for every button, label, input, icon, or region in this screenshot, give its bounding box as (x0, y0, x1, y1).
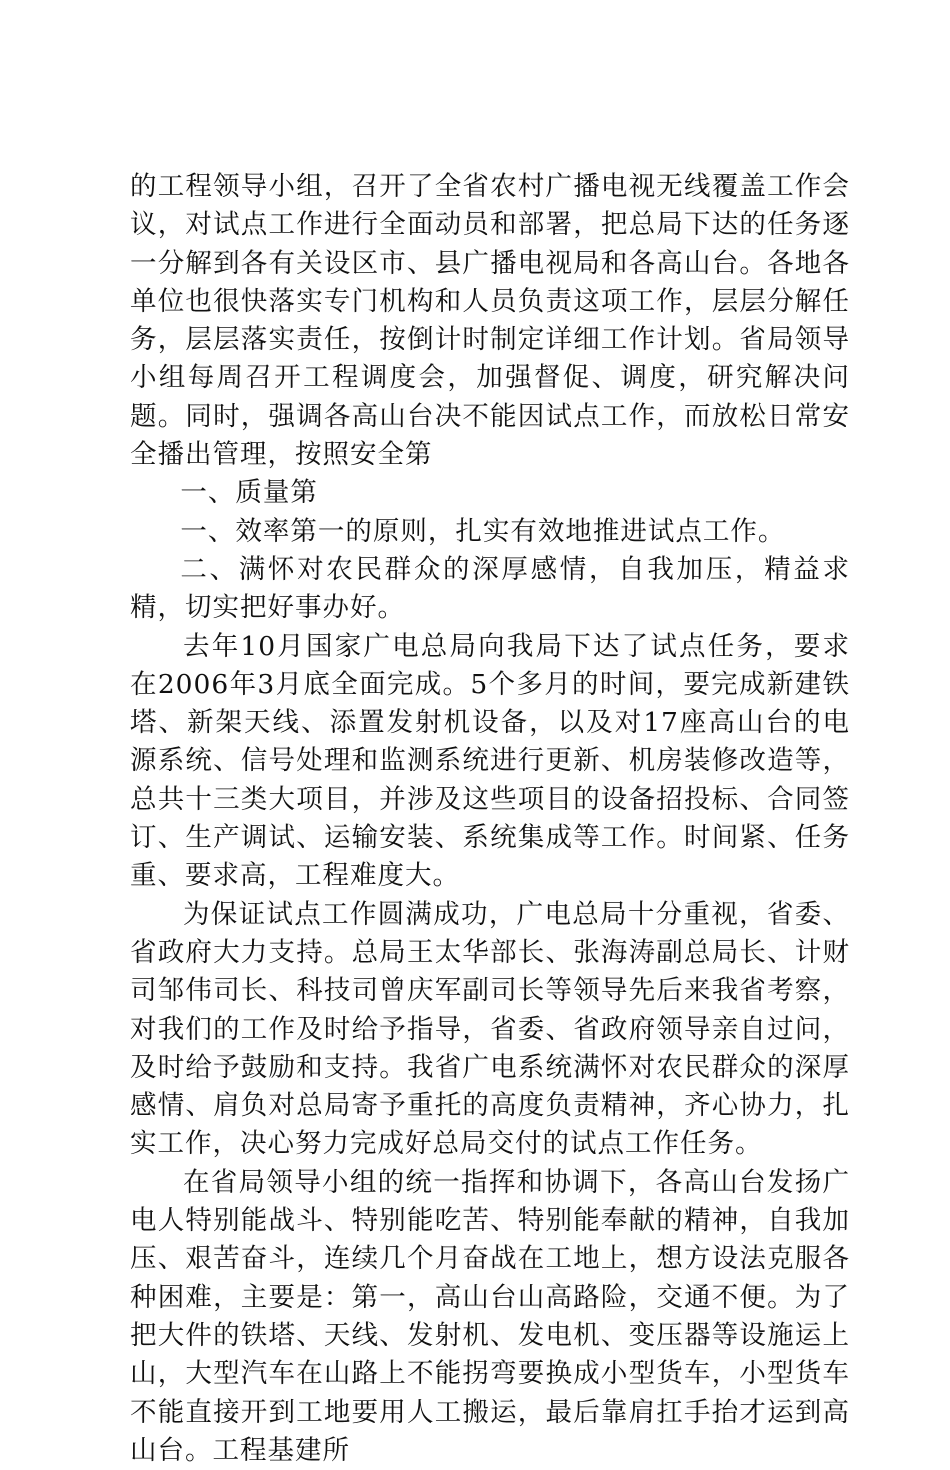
paragraph-heading-quality: 一、质量第 (180, 477, 318, 509)
paragraph-task-assignment: 去年10月国家广电总局向我局下达了试点任务，要求在2006年3月底全面完成。5个多月的时间，要完成新建铁塔、新架天线、添置发射机设备，以及对17座高山台的电源系统、信号处理和监测系统进行更新、机房装修改造等，总共十三类大项目，并涉及这些项目的设备招投标、合同签订、生产调试、运输安装、系统集成等工作。时间紧、任务重、要求高，工程难度大。 (130, 630, 850, 892)
paragraph-heading-dedication: 二、满怀对农民群众的深厚感情，自我加压，精益求精，切实把好事办好。 (130, 553, 850, 624)
paragraph-continuation: 的工程领导小组，召开了全省农村广播电视无线覆盖工作会议，对试点工作进行全面动员和部署，把总局下达的任务逐一分解到各有关设区市、县广播电视局和各高山台。各地各单位也很快落实专门机构和人员负责这项工作，层层分解任务，层层落实责任，按倒计时制定详细工作计划。省局领导小组每周召开工程调度会，加强督促、调度，研究解决问题。同时，强调各高山台决不能因试点工作，而放松日常安全播出管理，按照安全第 (130, 171, 850, 471)
paragraph-support: 为保证试点工作圆满成功，广电总局十分重视，省委、省政府大力支持。总局王太华部长、张海涛副总局长、计财司邹伟司长、科技司曾庆军副司长等领导先后来我省考察，对我们的工作及时给予指导，省委、省政府领导亲自过问，及时给予鼓励和支持。我省广电系统满怀对农民群众的深厚感情、肩负对总局寄予重托的高度负责精神，齐心协力，扎实工作，决心努力完成好总局交付的试点工作任务。 (130, 898, 850, 1160)
paragraph-heading-efficiency: 一、效率第一的原则，扎实有效地推进试点工作。 (180, 515, 786, 547)
paragraph-hardship: 在省局领导小组的统一指挥和协调下，各高山台发扬广电人特别能战斗、特别能吃苦、特别能奉献的精神，自我加压、艰苦奋斗，连续几个月奋战在工地上，想方设法克服各种困难，主要是：第一，高山台山高路险，交通不便。为了把大件的铁塔、天线、发射机、发电机、变压器等设施运上山，大型汽车在山路上不能拐弯要换成小型货车，小型货车不能直接开到工地要用人工搬运，最后靠肩扛手抬才运到高山台。工程基建所 (130, 1166, 850, 1466)
document-body (130, 168, 850, 1470)
